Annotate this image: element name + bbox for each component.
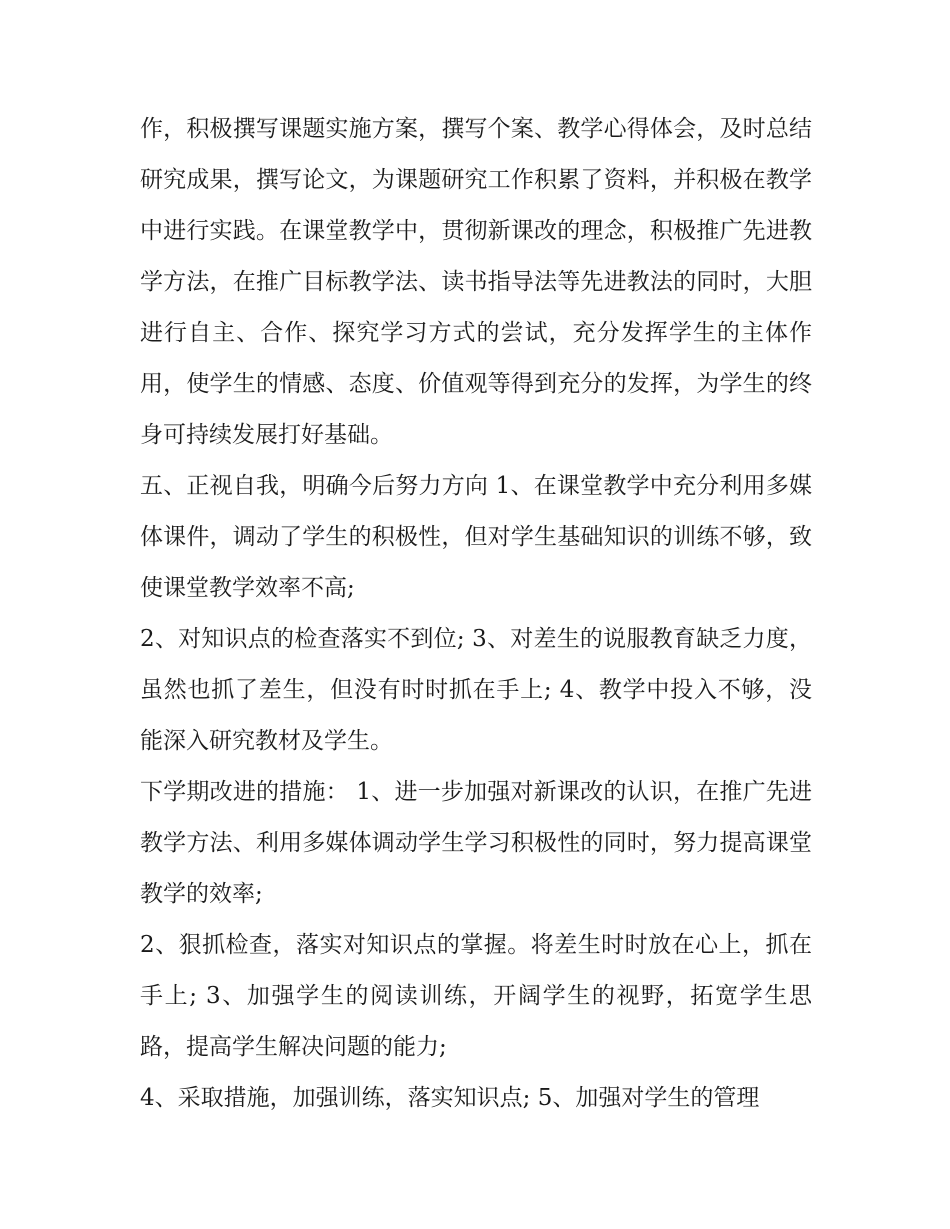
paragraph-weaknesses: 2、对知识点的检查落实不到位; 3、对差生的说服教育缺乏力度，虽然也抓了差生，但没有时时抓在手上; 4、教学中投入不够，没能深入研究教材及学生。 [140,626,812,754]
paragraph-research-practice: 作，积极撰写课题实施方案，撰写个案、教学心得体会，及时总结研究成果，撰写论文，为课题研究工作积累了资料，并积极在教学中进行实践。在课堂教学中，贯彻新课改的理念，积极推广先进教学方法，在推广目标教学法、读书指导法等先进教法的同时，大胆进行自主、合作、探究学习方式的尝试，充分发挥学生的主体作用，使学生的情感、态度、价值观等得到充分的发挥，为学生的终身可持续发展打好基础。 [140,116,812,448]
paragraph-training-management: 4、采取措施，加强训练，落实知识点; 5、加强对学生的管理 [140,1085,760,1111]
document-body [140,104,812,1124]
paragraph-improvement-measures: 下学期改进的措施： 1、进一步加强对新课改的认识，在推广先进教学方法、利用多媒体调动学生学习积极性的同时，努力提高课堂教学的效率; [140,779,812,907]
paragraph-inspection-reading: 2、狠抓检查，落实对知识点的掌握。将差生时时放在心上，抓在手上; 3、加强学生的阅读训练，开阔学生的视野，拓宽学生思路，提高学生解决问题的能力; [140,932,812,1060]
paragraph-section-five: 五、正视自我，明确今后努力方向 1、在课堂教学中充分利用多媒体课件，调动了学生的积极性，但对学生基础知识的训练不够，致使课堂教学效率不高; [140,473,812,601]
